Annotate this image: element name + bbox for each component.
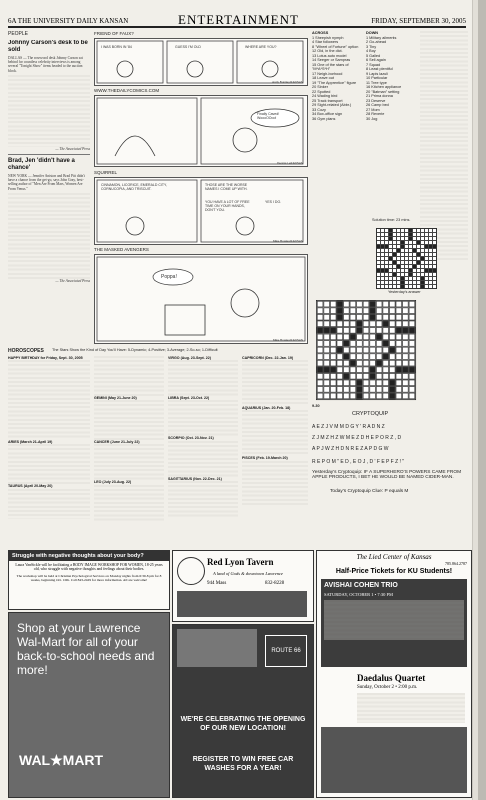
across-clue: 18 Leave out	[312, 76, 334, 80]
down-clue: 9 Lapis lazuli	[366, 71, 388, 76]
lied-phone: 785.864.2787	[445, 561, 467, 566]
down-clue: 23 Deserve	[366, 98, 386, 103]
cryptoquip-line-2: Z J M Z H Z W M E Z D H E P O R Z , D	[312, 435, 402, 441]
people-label: PEOPLE	[8, 31, 29, 37]
comic-masked-avengers	[94, 254, 308, 344]
daedalus-name: Daedalus Quartet	[357, 673, 426, 683]
comic2-credit: Dennis LeKANSAN	[277, 161, 303, 165]
comic1-bubble-1: I WAS BORN IN '84	[101, 45, 132, 49]
grid-cell	[433, 285, 437, 289]
across-label: ACROSS	[312, 31, 329, 35]
across-clue: 17 Neigh-borhood	[312, 71, 343, 76]
grid-cell	[409, 393, 416, 400]
ad-body-image-small: The workshop will be held at Christian Psychological Services on Monday nights from 6:30-8 pm for 8 weeks, beginning Oct. 10th. Call 843-2429 for more information. All are welcome!	[16, 573, 162, 582]
across-clue: 14 Seeger or Sampras	[312, 58, 351, 62]
comic1-label: FRIEND OF FAUX?	[94, 31, 134, 36]
sign-aquarius: AQUARIUS (Jan. 20-Feb. 18)	[242, 406, 291, 411]
across-clue: 22 Spotted	[312, 89, 331, 94]
horoscopes-label: HOROSCOPES	[8, 348, 44, 354]
sign-libra: LIBRA (Sept. 23-Oct. 22)	[168, 396, 210, 401]
ad-body-image	[8, 550, 170, 610]
down-clues	[366, 36, 416, 122]
route66-celebrate: WE'RE CELEBRATING THE OPENING OF OUR NEW LOCATION!	[180, 716, 306, 732]
comic4-bubble: Poppa!	[161, 274, 177, 280]
down-clue: 8 Least plentiful	[366, 67, 393, 71]
crossword-across	[312, 31, 362, 271]
lied-head: The Lied Center of Kansas	[356, 553, 432, 561]
ad-walmart-logo: WAL★MART	[19, 752, 104, 768]
page-gutter	[478, 0, 486, 800]
across-clue: 36 Gym plans	[312, 116, 336, 121]
story1-credit: — The Associated Press	[55, 146, 90, 151]
down-clue: 5 Galled	[366, 53, 381, 58]
story2-lead: NEW YORK — Jennifer Aniston and Brad Pitt didn't have a chance from the get-go, says John Gray, best-selling author of "Men Are From Mars, Women Are From Venus."	[8, 174, 85, 191]
comic3-bubble-4: YES I DO.	[265, 200, 282, 204]
down-clue: 30 Jog	[366, 116, 378, 121]
story2-body	[8, 193, 90, 279]
avishai-date: SATURDAY, OCTOBER 1 • 7:30 PM	[324, 592, 394, 597]
ad-lied-center	[316, 550, 472, 798]
down-label: DOWN	[366, 31, 379, 35]
horoscopes-legend: The Stars Show the Kind of Day You'll Have: 5-Dynamic; 4-Positive; 3-Average; 2-So-so; 1-Difficult	[52, 348, 218, 352]
sign-pisces-text	[242, 461, 308, 507]
sign-sagittarius: SAGITTARIUS (Nov. 22-Dec. 21)	[168, 476, 222, 481]
down-clue: 28 Reverie	[366, 112, 385, 116]
sign-gemini: GEMINI (May 21-June 20)	[94, 396, 137, 400]
ad-red-lyon	[172, 550, 314, 622]
answer-label: Yesterday's answer	[388, 290, 421, 294]
lied-halfprice: Half-Price Tickets for KU Students!	[335, 568, 453, 575]
sign-aries-text	[8, 444, 90, 484]
sign-virgo-text	[168, 360, 238, 396]
across-clue: 34 Box-office sign	[312, 112, 343, 116]
route66-photo	[177, 629, 257, 667]
sign-scorpio: SCORPIO (Oct. 23-Nov. 21)	[168, 436, 214, 441]
sign-gemini-text	[94, 400, 164, 440]
comic2-label: WWW.THEDAILYCOMICS.COM	[94, 88, 160, 93]
across-clue: 12 Old, in the dict.	[312, 49, 343, 53]
cryptoquip-line-4: R E P O M " E D , E O J , D ' F E P F Z ! "	[312, 459, 405, 465]
comic3-bubble-1: CINNAMON, LICORICE, EMERALD CITY, CORNUCOPIA, AND TRISCUIT.	[101, 183, 167, 191]
horoscope-col-2	[94, 356, 164, 546]
route66-carwash: REGISTER TO WIN FREE CAR WASHES FOR A YEAR!	[192, 756, 294, 772]
across-clue: 8 "Wheel of Fortune" option	[312, 44, 359, 49]
sign-capricorn-text	[242, 360, 308, 406]
ad-walmart	[8, 612, 170, 798]
daedalus-photo	[321, 727, 467, 793]
comic3-bubble-3: YOU HAVE A LOT OF FREE TIME ON YOUR HANDS, DON'T YOU.	[205, 200, 250, 212]
sign-capricorn: CAPRICORN (Dec. 22-Jan. 19)	[242, 356, 294, 360]
story1-lead: DALLAS — The rosewood desk Johnny Carson sat behind for countless celebrity interviews is among several "Tonight Show" items headed to the auction block.	[8, 56, 83, 73]
sign-cancer: CANCER (June 21-July 22)	[94, 440, 140, 445]
horoscope-col-1	[8, 356, 90, 546]
sign-cancer-text	[94, 444, 164, 480]
daedalus-body	[357, 693, 465, 723]
cryptoquip-answer: Yesterday's Cryptoquip: IF A SUPERHERO'S POWERS CAME FROM APPLE PRODUCTS, I BET HE WOULD BE NAMED CIDER-MAN.	[312, 470, 462, 481]
avishai-name: AVISHAI COHEN TRIO	[324, 582, 398, 589]
comic-friend-of-faux	[94, 38, 308, 86]
comic3-label: SQUIRREL	[94, 170, 118, 175]
comic1-bubble-3: WHERE ARE YOU?	[245, 45, 277, 49]
cryptoquip-title: CRYPTOQUIP	[352, 411, 389, 417]
story1-headline: Johnny Carson's desk to be sold	[8, 40, 88, 53]
down-clues-cont	[420, 31, 468, 261]
across-clue: 25 Track transport	[312, 98, 343, 103]
across-clue: 19 "The Apprentice" figure	[312, 80, 357, 85]
down-clue: 3 Tiny	[366, 44, 377, 49]
ad-body-image-body: Laura VanSickle will be facilitating a BODY IMAGE WORKSHOP FOR WOMEN, 18-25 years old, who struggle with negative thoughts and feelings about their bodies.	[15, 563, 163, 572]
comic4-credit: Mike Bowles/KANSAN	[272, 338, 303, 342]
crossword-grid	[316, 300, 416, 400]
cryptoquip-line-3: A P J W Z H D N R E Z A P D G W	[312, 446, 389, 452]
ad-route66	[172, 624, 314, 798]
comic3-credit: Mike Bowles/KANSAN	[272, 239, 303, 243]
sign-pisces: PISCES (Feb. 19-March 20)	[242, 456, 288, 461]
down-clue: 27 Mom	[366, 107, 380, 112]
red-lyon-phone: 832-8228	[265, 581, 285, 586]
sign-leo-text	[94, 485, 164, 521]
cryptoquip-clue: Today's Cryptoquip Clue: P equals M	[330, 489, 409, 494]
story2-headline: Brad, Jen 'didn't have a chance'	[8, 158, 75, 172]
sign-leo: LEO (July 23-Aug. 22)	[94, 480, 132, 485]
comic2-bubble: Finally Caved! WoooOOoo!	[257, 112, 280, 120]
sign-aquarius-text	[242, 410, 308, 456]
sign-birthday-text	[8, 360, 90, 440]
down-clue: 21 Prima donna	[366, 94, 393, 98]
sign-taurus-cont	[94, 356, 164, 396]
across-clue: 15 One of the stars of "M*A*S*H"	[312, 62, 349, 71]
down-clue: 2 Go-ahead	[366, 40, 387, 44]
red-lyon-photo	[177, 591, 307, 617]
sign-taurus-text	[8, 489, 90, 519]
avishai-panel	[321, 579, 467, 667]
section-title: ENTERTAINMENT	[178, 12, 299, 27]
story1-body	[8, 75, 90, 147]
down-clue: 16 Kitchen appliance	[366, 85, 402, 89]
cryptoquip-line-1: A E Z J V M M D G Y ' R A D N Z	[312, 424, 385, 430]
down-clue: 6 Sell again	[366, 58, 386, 62]
across-clue: 13 Lotus auto model	[312, 53, 347, 58]
route66-logo: ROUTE 66	[265, 635, 307, 667]
red-lyon-address: 944 Mass	[207, 581, 227, 586]
ad-walmart-text: Shop at your Lawrence Wal-Mart for all of your back-to-school needs and more!	[17, 621, 155, 677]
across-clue: 20 Sinker	[312, 85, 329, 89]
comic1-bubble-2: GUESS I'M OLD	[175, 45, 201, 49]
sign-virgo: VIRGO (Aug. 23-Sept. 22)	[168, 356, 211, 360]
sign-taurus: TAURUS (April 20-May 20)	[8, 484, 53, 489]
crossword-number: 9-30	[312, 404, 320, 408]
red-lyon-logo	[177, 557, 205, 585]
story2-credit: — The Associated Press	[55, 278, 90, 283]
sign-sagittarius-text	[168, 481, 238, 517]
sign-scorpio-text	[168, 441, 238, 477]
red-lyon-tag: A land of Gods & downtown Lawrence	[213, 571, 284, 576]
down-clue: 20 "Batman" setting	[366, 89, 400, 94]
across-clue: 29 Sight-related (Abbr.)	[312, 103, 352, 107]
comic1-credit: Andy Buntley/KANSAN	[272, 80, 303, 84]
sign-aries: ARIES (March 21-April 19)	[8, 440, 53, 445]
across-clue: 24 Wading bird	[312, 94, 338, 98]
ad-body-image-head: Struggle with negative thoughts about your body?	[9, 551, 169, 561]
comic-dailycomics	[94, 95, 308, 167]
comic3-bubble-2: THOSE ARE THE WORSE NAMES I COME UP WITH.	[205, 183, 248, 191]
down-clue: 26 Camp bed	[366, 103, 389, 107]
down-clue: 4 Boy	[366, 49, 376, 53]
down-clue: 7 Squad	[366, 62, 381, 67]
across-clue: 33 Cozy	[312, 107, 326, 112]
across-clue: 1 Sheepish nymph	[312, 35, 344, 40]
masthead	[8, 14, 466, 28]
horoscope-col-4	[242, 356, 308, 546]
daedalus-date: Sunday, October 2 • 2:00 p.m.	[357, 685, 418, 690]
red-lyon-name: Red Lyon Tavern	[207, 557, 274, 567]
across-clues	[312, 36, 362, 122]
horoscope-col-3	[168, 356, 238, 546]
down-clue: 10 Particular	[366, 76, 388, 80]
comic4-label: THE MASKED AVENGERS	[94, 247, 149, 252]
sign-birthday: HAPPY BIRTHDAY for Friday, Sept. 30, 2005	[8, 356, 83, 360]
comic-squirrel	[94, 177, 308, 245]
down-clue: 11 Tree type	[366, 80, 387, 85]
issue-date: FRIDAY, SEPTEMBER 30, 2005	[371, 17, 466, 25]
people-column	[8, 40, 90, 342]
down-clue: 1 Military ailments	[366, 35, 397, 40]
across-clue: 4 Star followers	[312, 40, 339, 44]
page-number: 6A THE UNIVERSITY DAILY KANSAN	[8, 17, 129, 25]
solution-time: Solution time: 23 mins.	[372, 218, 411, 222]
avishai-body	[324, 600, 464, 640]
sign-libra-text	[168, 400, 238, 436]
yesterday-answer-grid	[376, 228, 437, 289]
